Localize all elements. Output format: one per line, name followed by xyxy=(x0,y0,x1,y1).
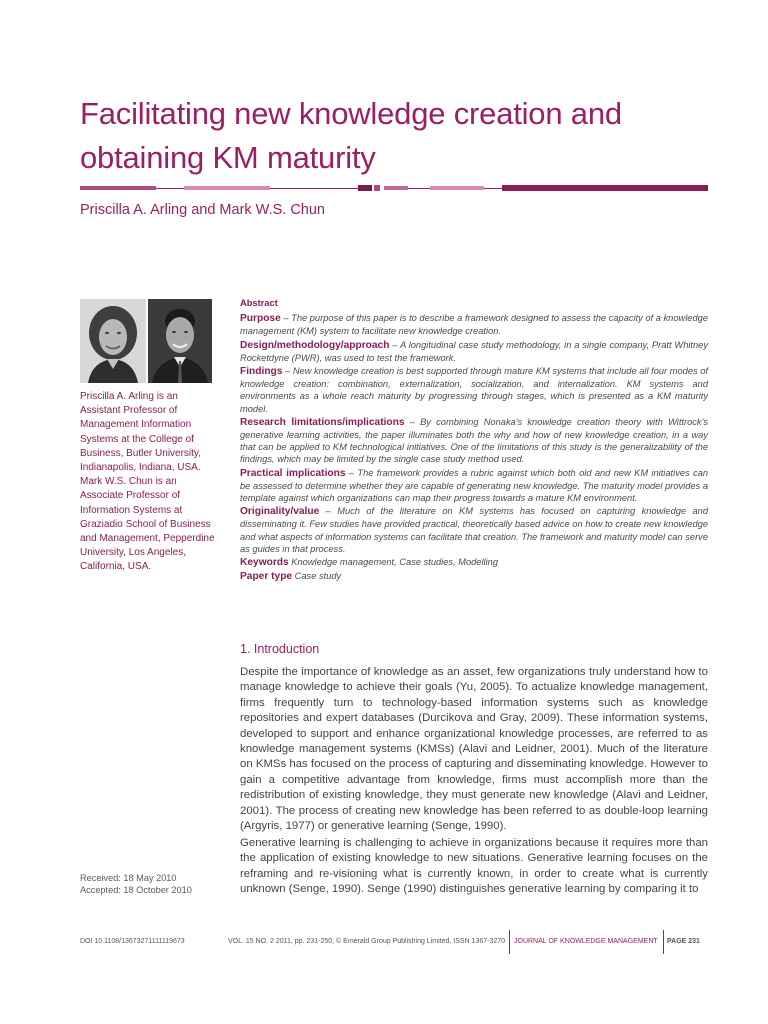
abstract-item-paper-type: Paper type Case study xyxy=(240,571,342,583)
accepted-date: Accepted: 18 October 2010 xyxy=(80,885,192,895)
footer-page-number: PAGE 231 xyxy=(667,938,700,945)
abstract-item-keywords: Keywords Knowledge management, Case studies, Modelling xyxy=(240,557,499,569)
abstract-item-practical-implications: Practical implications – The framework provides a rubric against which both old and new KM initiatives can be assessed to determine whether they are capable of generating new knowledge. The maturity model provides a template against which organizations can map their progress towards a mature KM environment. xyxy=(240,467,709,504)
author-bio: Priscilla A. Arling is an Assistant Professor of Management Information Systems at the College of Business, Butler University, Indianapolis, Indiana, USA. Mark W.S. Chun is an Associate Professor of Information Systems at Graziadio School of Business and Management, Pepperdine University, Los Angeles, California, USA. xyxy=(80,391,215,573)
abstract-item-originality: Originality/value – Much of the literature on KM systems has focused on capturing knowledge and disseminating it. Few studies have provided practical, theoretically based advice on how to create new knowledge and what aspects of information systems can facilitate that creation. The framework and maturity model can serve as guides in that process. xyxy=(240,506,708,554)
section-heading-introduction: 1. Introduction xyxy=(240,642,320,656)
abstract-heading: Abstract xyxy=(240,298,278,308)
abstract-item-research-limitations: Research limitations/implications – By combining Nonaka's knowledge creation theory with Wittrock's generative learning activities, the paper illuminates both the why and how of new knowledge creation, in a way that can be applied to KM technological initiatives. One of the limitations of this study is the generalizability of the findings, which may be limited by the single case study method used. xyxy=(240,416,708,465)
intro-paragraph-1: Despite the importance of knowledge as an asset, few organizations truly understand how to manage knowledge to achieve their goals (Yu, 2005). To actualize knowledge management, firms frequently turn to technology-based information systems such as knowledge repositories and expert databases (Durcikova and Gray, 2009). These information systems, developed to support and enhance organizational knowledge processes, are referred to as knowledge management systems (KMSs) (Alavi and Leidner, 2001). Much of the literature on KMSs has focused on the process of capturing and disseminating knowledge. However to gain a competitive advantage from knowledge, firms must accomplish more than the redistribution of existing knowledge, they must generate new knowledge (Alavi and Leidner, 2001). The process of creating new knowledge has been referred to as double-loop learning (Argyris, 1977) or generative learning (Senge, 1990). xyxy=(240,666,708,833)
author-photo-chun xyxy=(148,299,212,383)
footer-doi: DOI 10.1108/13673271111119673 xyxy=(80,938,185,945)
footer-volume: VOL. 15 NO. 2 2011, pp. 231-250, © Emerald Group Publishing Limited, ISSN 1367-3270 xyxy=(228,938,506,945)
author-names: Priscilla A. Arling and Mark W.S. Chun xyxy=(80,202,325,218)
received-dates xyxy=(80,872,192,896)
abstract-item-purpose: Purpose – The purpose of this paper is to describe a framework designed to assess the capacity of a knowledge management (KM) system to facilitate new knowledge creation. xyxy=(240,313,708,337)
received-date: Received: 18 May 2010 xyxy=(80,873,177,883)
decorative-rule xyxy=(80,184,708,192)
abstract xyxy=(240,297,708,584)
footer-divider xyxy=(509,930,510,954)
author-photo-arling xyxy=(80,299,146,383)
footer-divider xyxy=(663,930,664,954)
article-title: Facilitating new knowledge creation and obtaining KM maturity xyxy=(80,96,622,175)
intro-paragraph-2: Generative learning is challenging to achieve in organizations because it requires more than the application of existing knowledge to new situations. Generative learning focuses on the reframing and re-visioning what is currently known, in order to create what is currently unknown (Senge, 1990). Senge (1990) distinguishes generative learning by comparing it to xyxy=(240,837,708,896)
footer-journal: JOURNAL OF KNOWLEDGE MANAGEMENT xyxy=(514,938,658,945)
abstract-item-design: Design/methodology/approach – A longitudinal case study methodology, in a single company, Pratt Whitney Rocketdyne (PWR), was used to test the framework. xyxy=(240,339,708,363)
abstract-item-findings: Findings – New knowledge creation is best supported through mature KM systems that include all four modes of knowledge creation: combination, externalization, socialization, and internalization. KM systems and environments as a whole reach maturity by progressing through stages, which is presented as a KM maturity model. xyxy=(240,366,708,414)
